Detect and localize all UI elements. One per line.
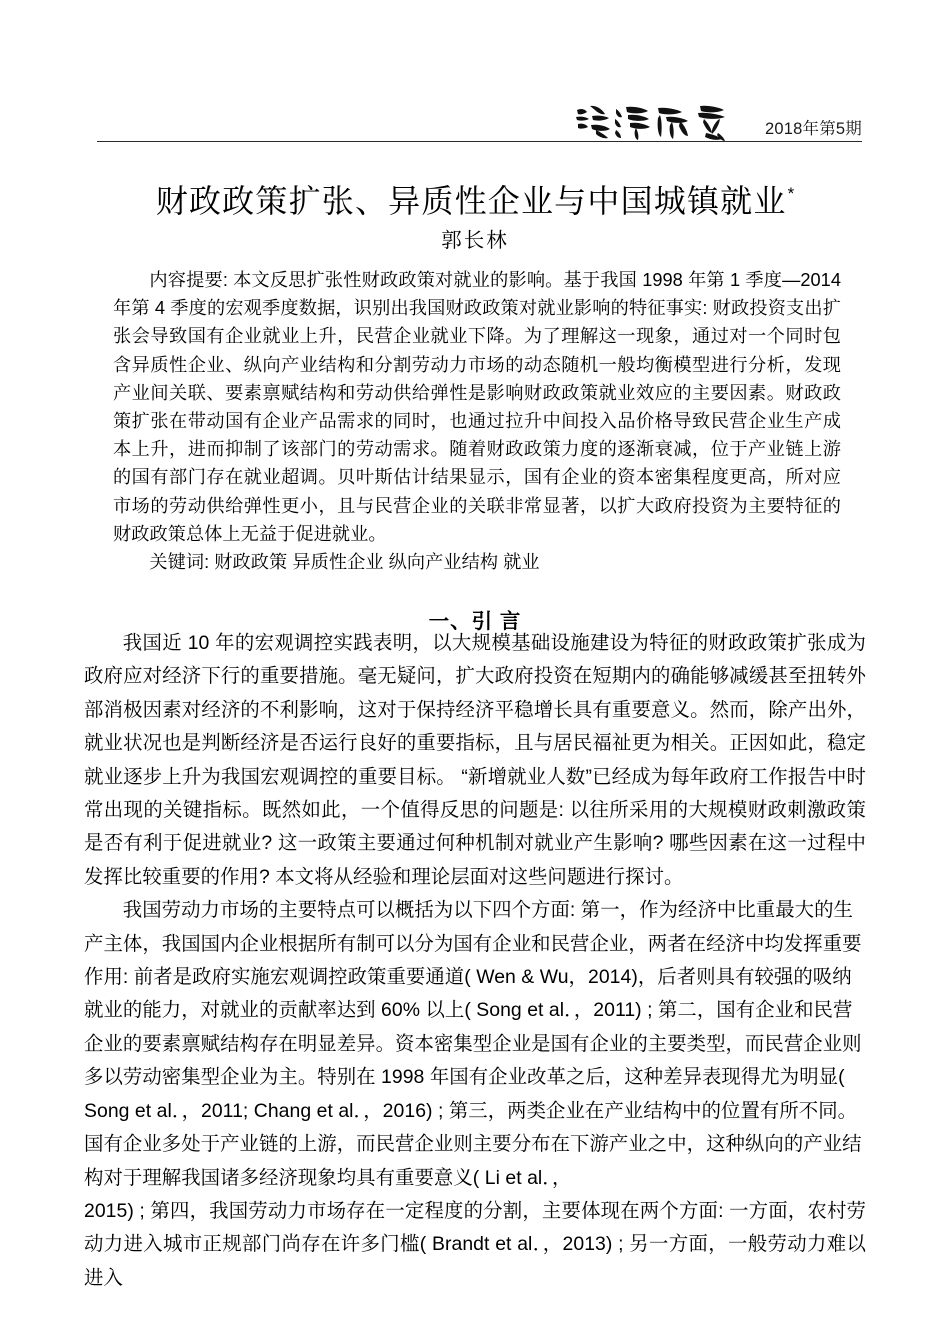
header-divider-rule	[97, 141, 862, 142]
section-body-introduction	[84, 627, 866, 1295]
journal-masthead	[97, 96, 862, 142]
author-name: 郭长林	[441, 229, 509, 252]
issue-label: 2018年第5期	[765, 119, 862, 138]
page-title	[0, 181, 950, 221]
abstract-paragraph: 内容提要: 本文反思扩张性财政政策对就业的影响。基于我国 1998 年第 1 季度—2014 年第 4 季度的宏观季度数据，识别出我国财政政策对就业影响的特征事实: 财政投资支出扩张会导致国有企业就业上升，民营企业就业下降。为了理解这一现象，通过对一个同时包含异质性企业、纵向产业结构和分割劳动力市场的动态随机一般均衡模型进行分析，发现产业间关联、要素禀赋结构和劳动供给弹性是影响财政政策就业效应的主要因素。财政政策扩张在带动国有企业产品需求的同时，也通过拉升中间投入品价格导致民营企业生产成本上升，进而抑制了该部门的劳动需求。随着财政政策力度的逐渐衰减，位于产业链上游的国有部门存在就业超调。贝叶斯估计结果显示，国有企业的资本密集程度更高，所对应市场的劳动供给弹性更小，且与民营企业的关联非常显著，以扩大政府投资为主要特征的财政政策总体上无益于促进就业。	[113, 270, 841, 544]
section-heading-introduction: 一、引 言	[428, 610, 522, 633]
abstract-block	[113, 266, 841, 576]
body-paragraph: 我国劳动力市场的主要特点可以概括为以下四个方面: 第一，作为经济中比重最大的生产主体，我国国内企业根据所有制可以分为国有企业和民营企业，两者在经济中均发挥重要作用: 前者是政府实施宏观调控政策重要通道( Wen & Wu，2014)，后者则具有较强的吸纳就业的能力，对就业的贡献率达到 60% 以上( Song et al．，2011) ; 第二，国有企业和民营企业的要素禀赋结构存在明显差异。资本密集型企业是国有企业的主要类型，而民营企业则多以劳动密集型企业为主。特别在 1998 年国有企业改革之后，这种差异表现得尤为明显( Song et al．，2011; Chang et al．，2016) ; 第三，两类企业在产业结构中的位置有所不同。国有企业多处于产业链的上游，而民营企业则主要分布在下游产业之中，这种纵向的产业结构对于理解我国诸多经济现象均具有重要意义( Li et al．，	[84, 899, 862, 1189]
journal-calligraphy-logo-icon	[572, 100, 758, 142]
page-title-text: 财政政策扩张、异质性企业与中国城镇就业	[155, 183, 787, 220]
body-paragraph: 2015) ; 第四，我国劳动力市场存在一定程度的分割，主要体现在两个方面: 一方面，农村劳动力进入城市正规部门尚存在许多门槛( Brandt et al．，2013) ; 另一方面，一般劳动力难以进入	[84, 1199, 866, 1289]
body-paragraph: 我国近 10 年的宏观调控实践表明，以大规模基础设施建设为特征的财政政策扩张成为政府应对经济下行的重要措施。毫无疑问，扩大政府投资在短期内的确能够减缓甚至扭转外部消极因素对经济的不利影响，这对于保持经济平稳增长具有重要意义。然而，除产出外，就业状况也是判断经济是否运行良好的重要指标，且与居民福祉更为相关。正因如此，稳定就业逐步上升为我国宏观调控的重要目标。 “新增就业人数”已经成为每年政府工作报告中时常出现的关键指标。既然如此，一个值得反思的问题是: 以往所采用的大规模财政刺激政策是否有利于促进就业? 这一政策主要通过何种机制对就业产生影响? 哪些因素在这一过程中发挥比较重要的作用? 本文将从经验和理论层面对这些问题进行探讨。	[84, 632, 866, 888]
title-footnote-marker: *	[787, 184, 795, 204]
keywords-line: 关键词: 财政政策 异质性企业 纵向产业结构 就业	[149, 552, 540, 573]
